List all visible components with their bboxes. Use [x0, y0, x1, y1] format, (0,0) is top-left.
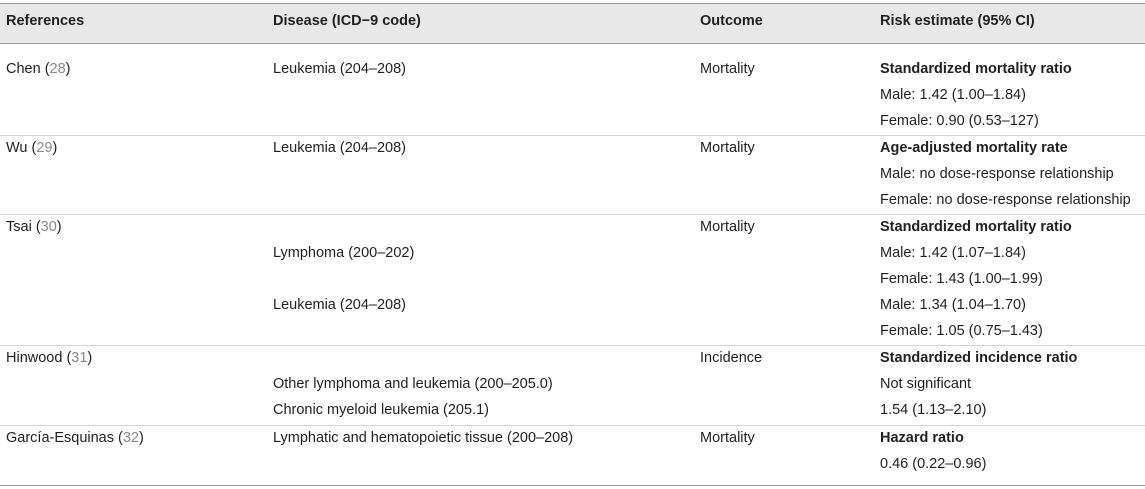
reference-cell: Chen (28)	[6, 61, 71, 77]
citation-link[interactable]: 32	[122, 430, 139, 446]
citation-link[interactable]: 31	[71, 350, 88, 366]
row-separator	[0, 425, 1145, 426]
column-header-risk-estimate: Risk estimate (95% CI)	[880, 13, 1035, 29]
risk-estimate-heading: Hazard ratio	[880, 430, 964, 446]
bottom-rule	[0, 485, 1145, 486]
author-name: Wu	[6, 140, 28, 156]
risk-estimate-cell: Female: 0.90 (0.53–127)	[880, 113, 1039, 129]
outcome-cell: Mortality	[700, 430, 755, 446]
risk-estimate-cell: Male: no dose-response relationship	[880, 166, 1114, 182]
risk-estimate-cell: 1.54 (1.13–2.10)	[880, 402, 987, 418]
row-separator	[0, 214, 1145, 215]
risk-estimate-heading: Standardized mortality ratio	[880, 61, 1072, 77]
disease-cell: Other lymphoma and leukemia (200–205.0)	[273, 376, 553, 392]
column-header-disease: Disease (ICD−9 code)	[273, 13, 421, 29]
reference-cell: Tsai (30)	[6, 219, 62, 235]
risk-estimate-heading: Age-adjusted mortality rate	[880, 140, 1068, 156]
outcome-cell: Incidence	[700, 350, 763, 366]
citation-link[interactable]: 29	[36, 140, 53, 156]
disease-cell: Leukemia (204–208)	[273, 140, 407, 156]
risk-estimate-cell: Female: 1.05 (0.75–1.43)	[880, 323, 1043, 339]
column-header-outcome: Outcome	[700, 13, 763, 29]
reference-cell: Hinwood (31)	[6, 350, 93, 366]
citation-link[interactable]: 28	[49, 61, 66, 77]
risk-estimate-cell: Male: 1.42 (1.00–1.84)	[880, 87, 1026, 103]
disease-cell: Leukemia (204–208)	[273, 297, 407, 313]
author-name: García-Esquinas	[6, 430, 114, 446]
author-name: Chen	[6, 61, 41, 77]
author-name: Hinwood	[6, 350, 63, 366]
row-separator	[0, 135, 1145, 136]
disease-cell: Chronic myeloid leukemia (205.1)	[273, 402, 489, 418]
disease-cell: Leukemia (204–208)	[273, 61, 407, 77]
row-separator	[0, 345, 1145, 346]
risk-estimate-cell: Male: 1.34 (1.04–1.70)	[880, 297, 1026, 313]
reference-cell: Wu (29)	[6, 140, 58, 156]
risk-estimate-heading: Standardized mortality ratio	[880, 219, 1072, 235]
outcome-cell: Mortality	[700, 140, 755, 156]
risk-estimate-heading: Standardized incidence ratio	[880, 350, 1078, 366]
disease-cell: Lymphoma (200–202)	[273, 245, 415, 261]
author-name: Tsai	[6, 219, 32, 235]
risk-estimate-cell: 0.46 (0.22–0.96)	[880, 456, 987, 472]
reference-cell: García-Esquinas (32)	[6, 430, 144, 446]
risk-estimate-cell: Not significant	[880, 376, 972, 392]
outcome-cell: Mortality	[700, 61, 755, 77]
risk-estimate-cell: Female: no dose-response relationship	[880, 192, 1131, 208]
outcome-cell: Mortality	[700, 219, 755, 235]
risk-estimate-cell: Male: 1.42 (1.07–1.84)	[880, 245, 1026, 261]
risk-estimate-cell: Female: 1.43 (1.00–1.99)	[880, 271, 1043, 287]
citation-link[interactable]: 30	[40, 219, 57, 235]
header-rule	[0, 43, 1145, 44]
column-header-references: References	[6, 13, 85, 29]
disease-cell: Lymphatic and hematopoietic tissue (200–208)	[273, 430, 574, 446]
